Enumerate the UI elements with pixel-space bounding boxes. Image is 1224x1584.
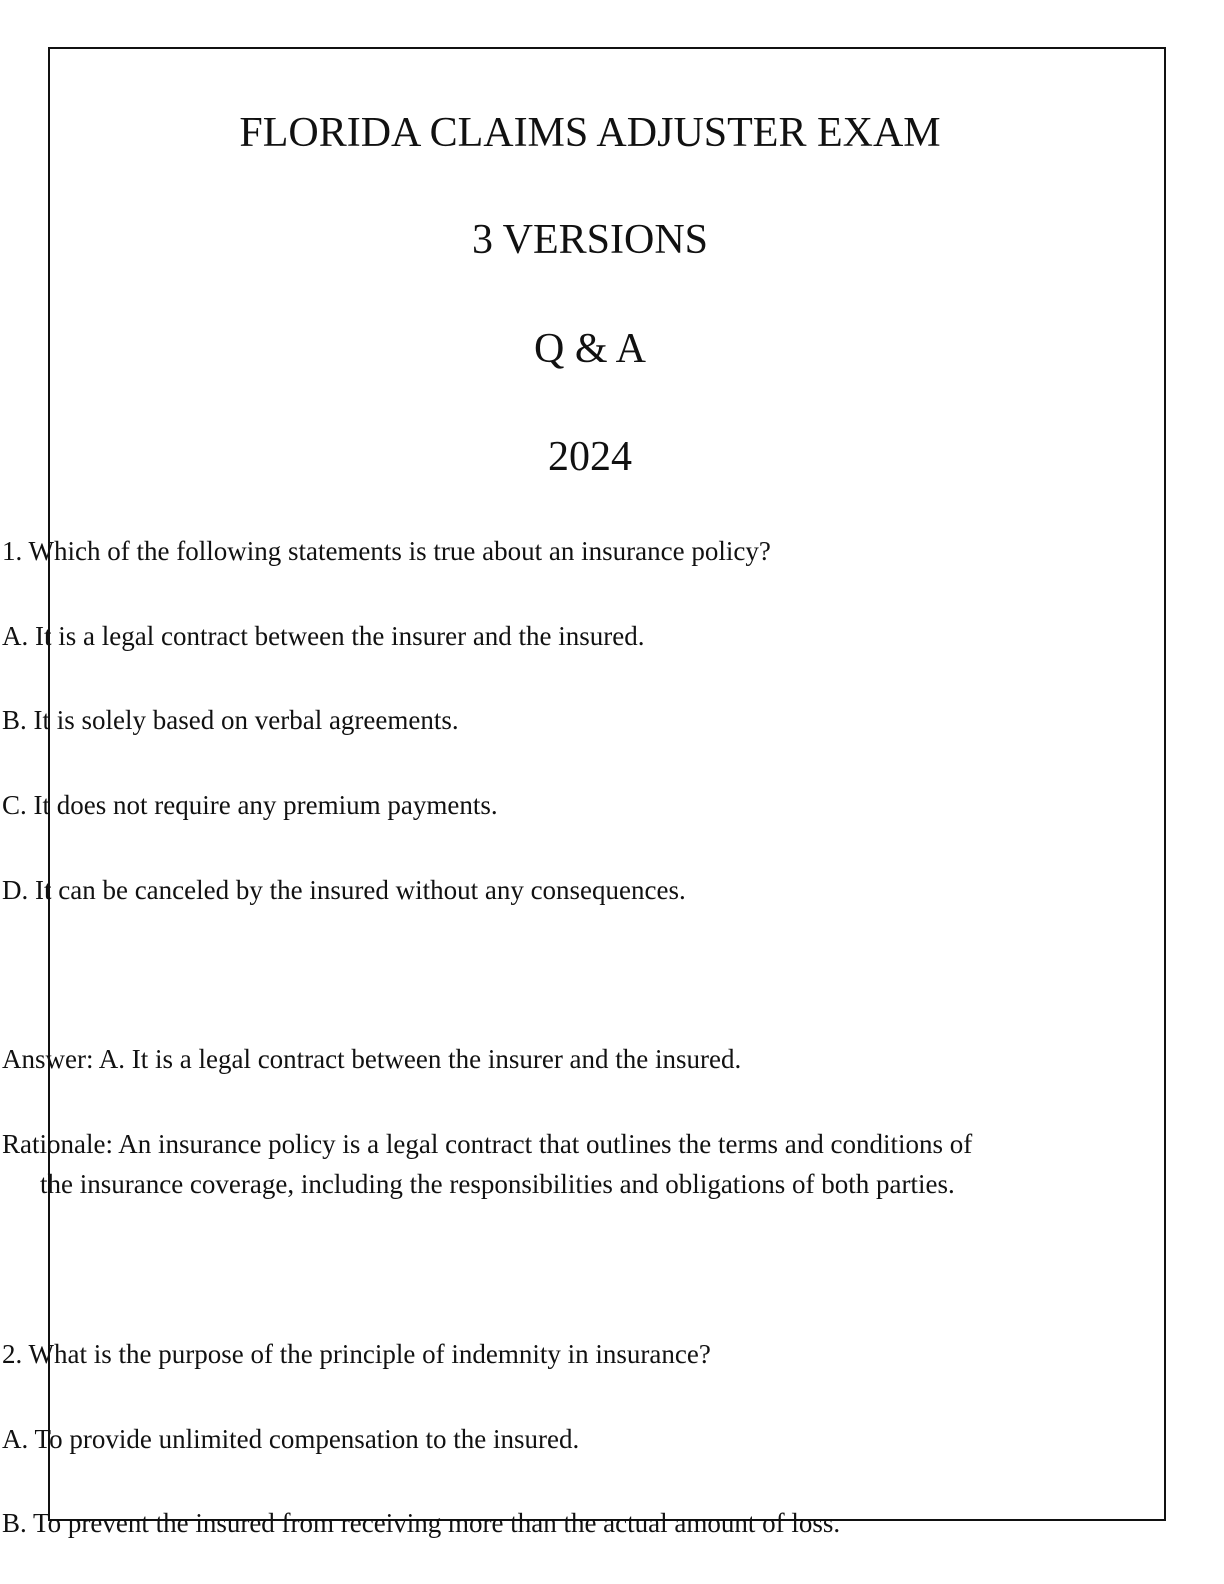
question-1-option-a: A. It is a legal contract between the insurer and the insured. bbox=[2, 621, 645, 651]
question-1-option-d: D. It can be canceled by the insured without any consequences. bbox=[2, 875, 686, 905]
page-border bbox=[48, 47, 1166, 1521]
question-2-option-a: A. To provide unlimited compensation to the insured. bbox=[2, 1424, 580, 1454]
question-1-answer: Answer: A. It is a legal contract between the insurer and the insured. bbox=[2, 1044, 742, 1074]
question-2: 2. What is the purpose of the principle of indemnity in insurance? bbox=[2, 1339, 711, 1369]
document-qa-label: Q & A bbox=[533, 326, 646, 372]
document-subtitle: 3 VERSIONS bbox=[471, 217, 709, 263]
question-1: 1. Which of the following statements is true about an insurance policy? bbox=[2, 536, 771, 566]
question-1-rationale: Rationale: An insurance policy is a legal contract that outlines the terms and conditions of bbox=[2, 1129, 973, 1159]
document-title: FLORIDA CLAIMS ADJUSTER EXAM bbox=[239, 110, 941, 156]
question-2-option-b: B. To prevent the insured from receiving more than the actual amount of loss. bbox=[2, 1508, 841, 1538]
question-1-rationale-continued: the insurance coverage, including the responsibilities and obligations of both parties. bbox=[40, 1169, 955, 1199]
question-1-option-b: B. It is solely based on verbal agreements. bbox=[2, 705, 459, 735]
document-year: 2024 bbox=[548, 434, 632, 480]
question-1-option-c: C. It does not require any premium payments. bbox=[2, 790, 498, 820]
